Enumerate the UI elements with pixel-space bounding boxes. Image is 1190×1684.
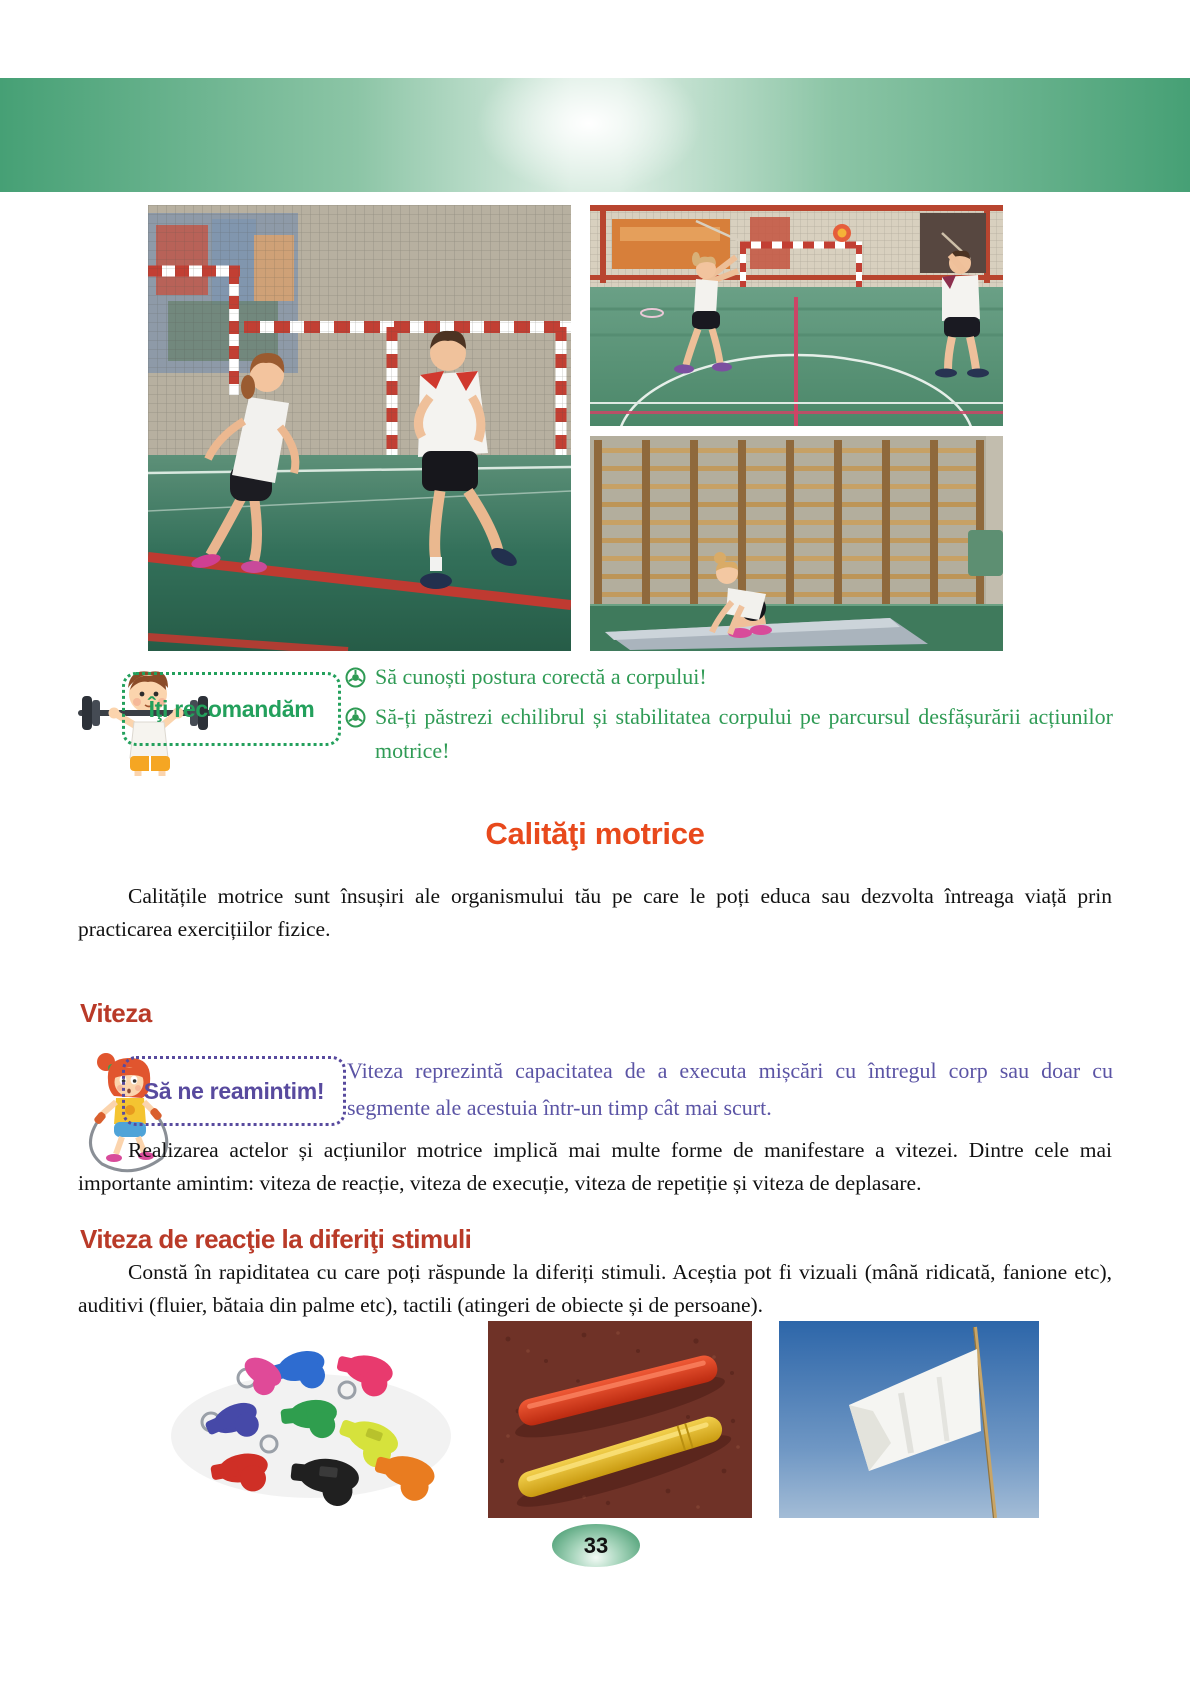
soccer-ball-icon <box>345 667 366 688</box>
photo-white-flag <box>779 1321 1039 1518</box>
intro-paragraph: Calitățile motrice sunt însușiri ale organismului tău pe care le poți educa sau dezvolta întreaga viață prin practicarea exercițiilor fizice. <box>78 884 1112 941</box>
photo-whistles <box>151 1326 478 1516</box>
recommend-callout <box>122 672 341 746</box>
section-heading-reactie: Viteza de reacţie la diferiţi stimuli <box>80 1224 472 1254</box>
section-heading-viteza: Viteza <box>80 998 152 1028</box>
photo-court-pair <box>590 205 1003 426</box>
soccer-ball-icon <box>345 707 366 728</box>
recommend-list <box>345 660 1113 774</box>
recommend-label: Îţi recomandăm <box>148 695 315 722</box>
reactie-paragraph: Constă în rapiditatea cu care poți răspunde la diferiți stimuli. Aceștia pot fi vizuali (mână ridicată, fanione etc), auditivi (fluier, bătaia din palme etc), tactili (atingeri de obiecte și de persoane). <box>78 1260 1112 1317</box>
list-item <box>345 660 1113 694</box>
photo-relay-batons <box>488 1321 752 1518</box>
list-item <box>345 700 1113 768</box>
header-band <box>0 78 1190 192</box>
viteza-paragraph: Realizarea actelor și acțiunilor motrice implică mai multe forme de manifestare a vitezei. Dintre cele mai importante amintim: viteza de reacție, viteza de execuție, viteza de repetiție și viteza de deplasare. <box>78 1138 1112 1195</box>
photo-gym-start <box>148 205 571 651</box>
recommend-item-text: Să cunoști postura corectă a corpului! <box>375 664 707 689</box>
remember-text: Viteza reprezintă capacitatea de a executa mișcări cu întregul corp sau doar cu segmente ale acestuia într-un timp cât mai scurt. <box>347 1058 1113 1120</box>
recommend-item-text: Să-ți păstrezi echilibrul și stabilitatea corpului pe parcursul desfășurării acțiunilor motrice! <box>375 704 1113 763</box>
remember-callout <box>122 1056 346 1126</box>
page-number-badge <box>552 1524 640 1567</box>
remember-label: Să ne reamintim! <box>143 1077 325 1104</box>
page-title: Calităţi motrice <box>485 816 705 851</box>
photo-mat-crouch <box>590 436 1003 651</box>
page-number: 33 <box>583 1532 609 1558</box>
